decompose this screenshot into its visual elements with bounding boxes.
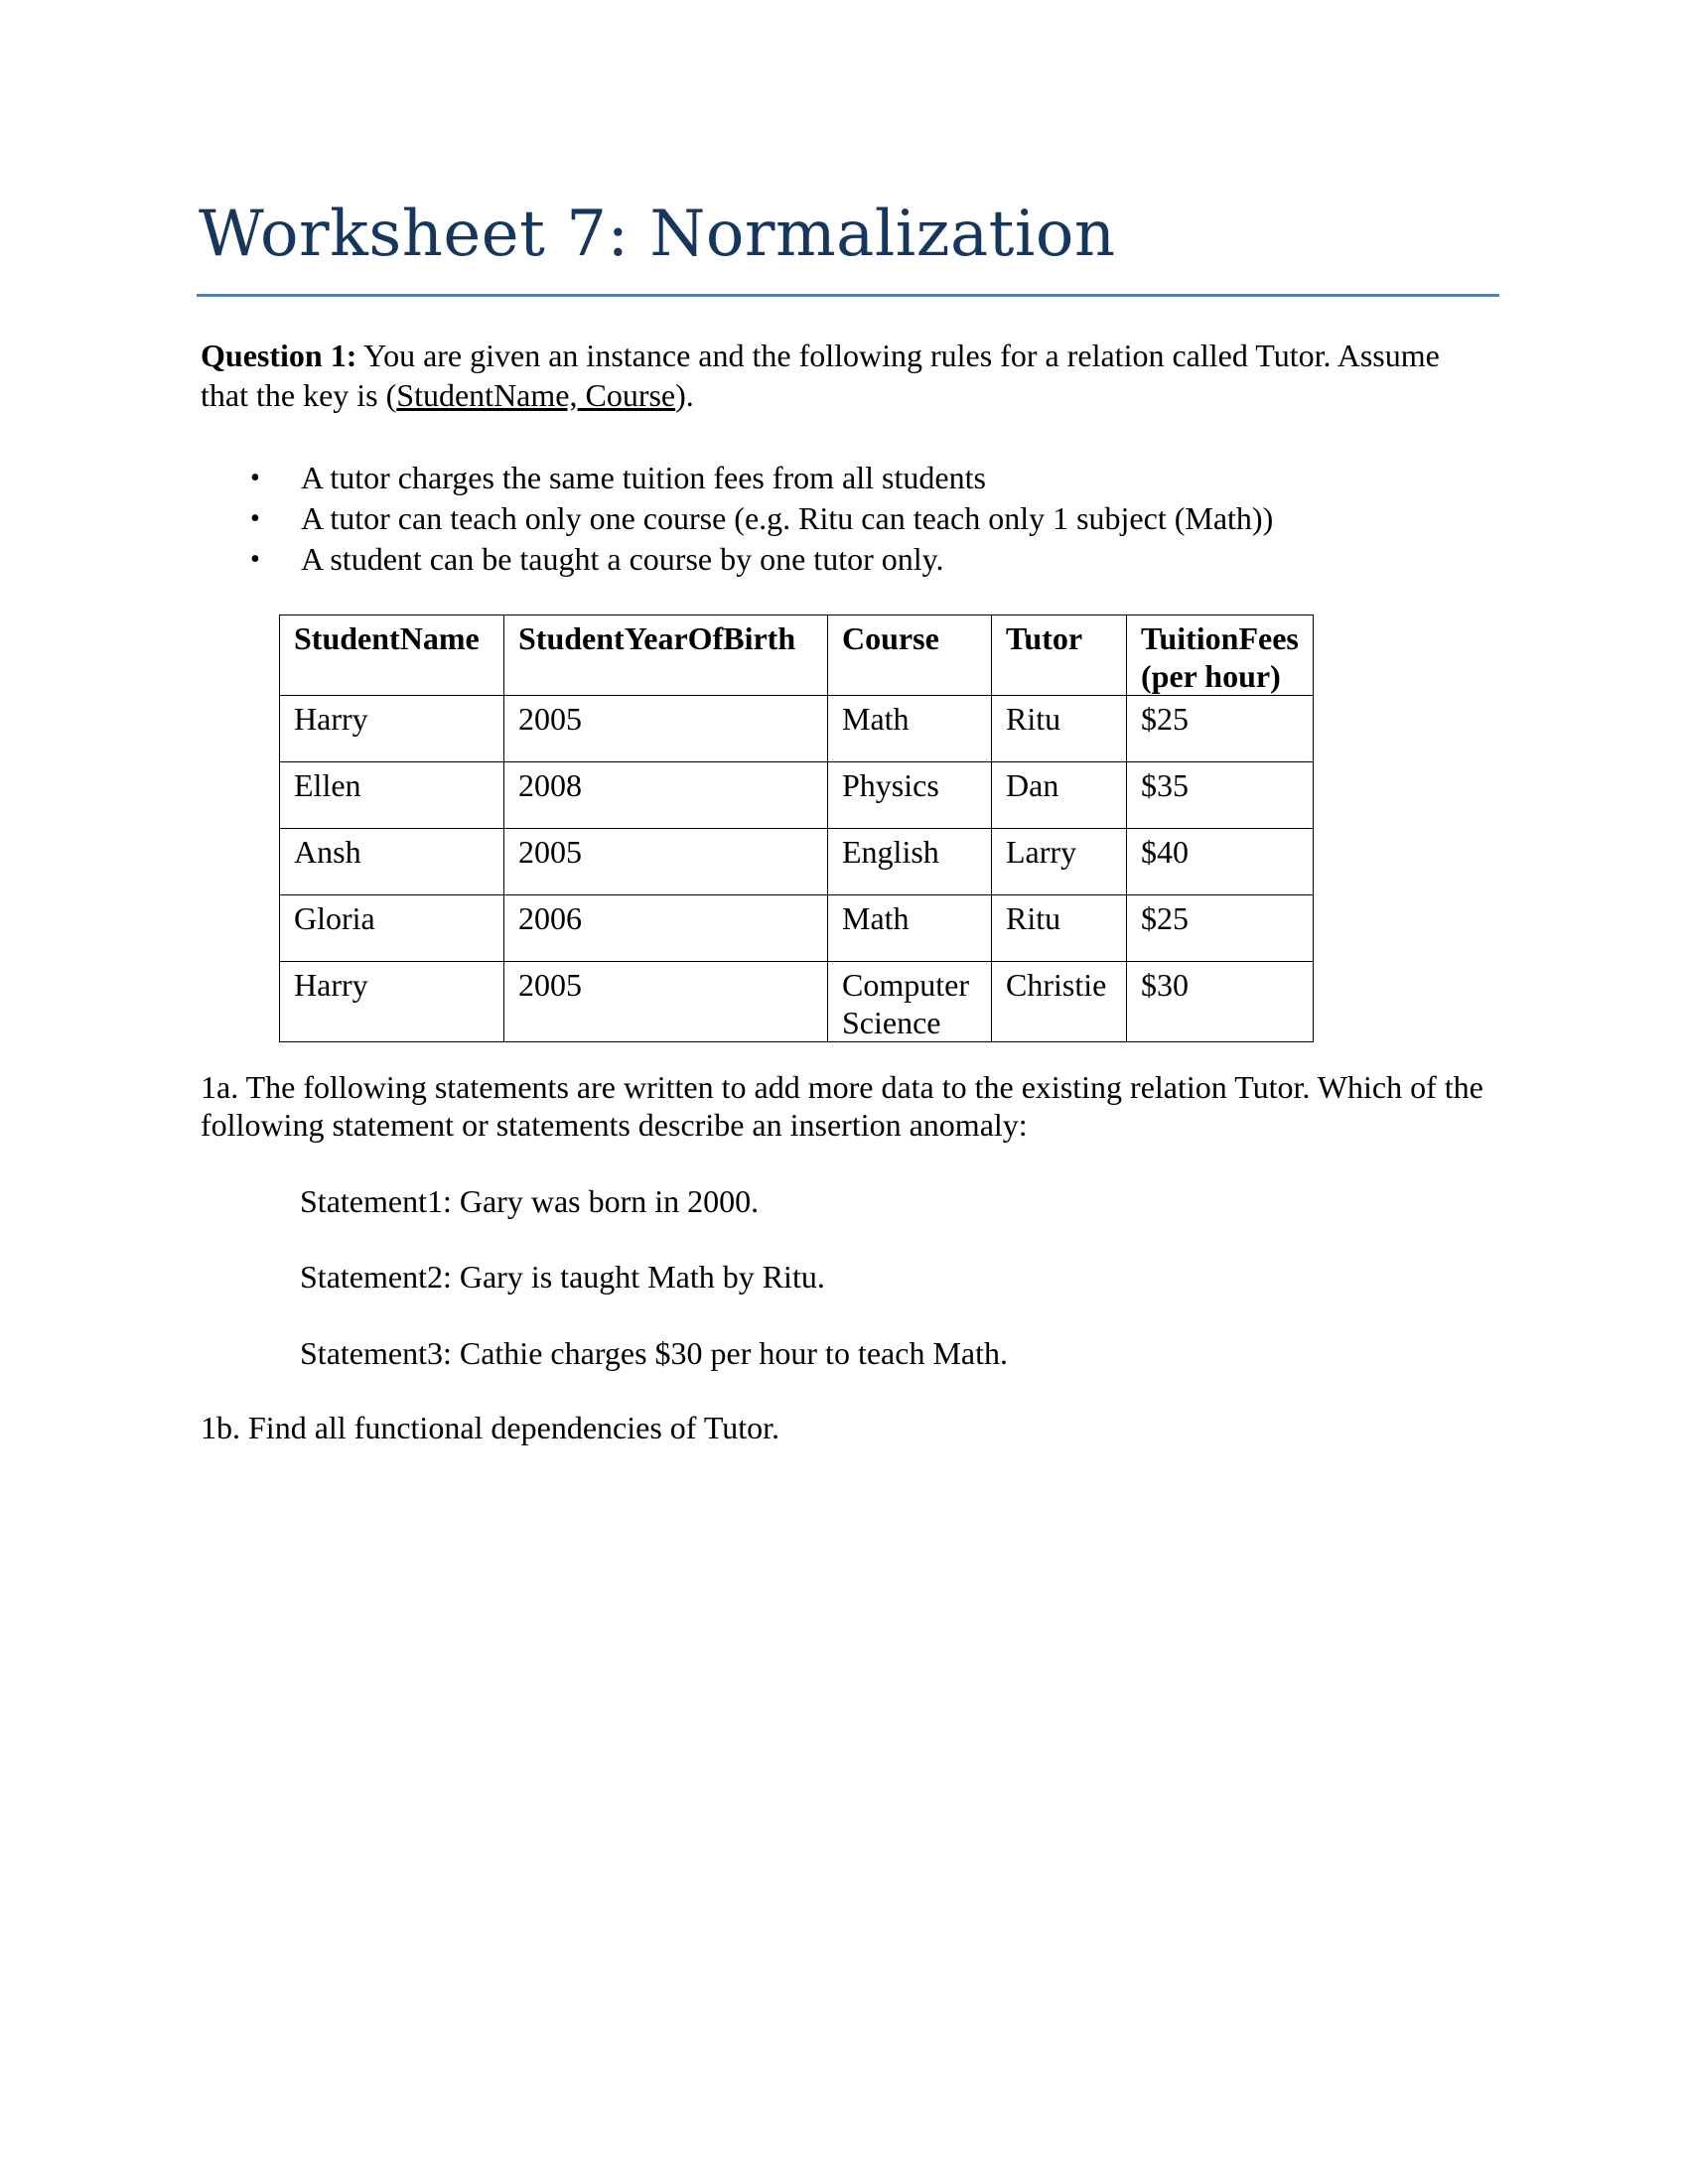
statement-2: Statement2: Gary is taught Math by Ritu. — [300, 1259, 825, 1295]
bullet-icon: • — [250, 544, 260, 575]
table-cell: Christie — [992, 962, 1127, 1042]
part-1a-text: 1a. The following statements are written to add more data to the existing relation Tutor. Which of the following statement or statements describe an insertion anomaly: — [201, 1069, 1483, 1143]
question-label: Question 1: — [201, 338, 357, 373]
column-header: StudentName — [280, 615, 504, 696]
title-divider — [197, 294, 1499, 297]
table-row — [280, 962, 1314, 1042]
rule-text: A tutor can teach only one course (e.g. Ritu can teach only 1 subject (Math)) — [301, 500, 1274, 536]
table-row — [280, 895, 1314, 962]
list-item — [201, 539, 1491, 580]
table-cell: $25 — [1127, 895, 1314, 962]
question-text-part1: You are given an instance and the following rules for a relation called Tutor. Assume that the key is ( — [201, 338, 1440, 413]
table-row — [280, 829, 1314, 895]
statement-1: Statement1: Gary was born in 2000. — [300, 1183, 760, 1219]
column-header: TuitionFees (per hour) — [1127, 615, 1314, 696]
tutor-relation-table — [279, 614, 1314, 1042]
table-cell: $35 — [1127, 762, 1314, 829]
table-header-row — [280, 615, 1314, 696]
table-cell: Ellen — [280, 762, 504, 829]
table-cell: English — [828, 829, 992, 895]
rule-text: A student can be taught a course by one tutor only. — [301, 541, 944, 577]
table-cell: Physics — [828, 762, 992, 829]
table-cell: 2005 — [504, 829, 828, 895]
bullet-icon: • — [250, 503, 260, 534]
table-cell: 2005 — [504, 696, 828, 762]
table-cell: Larry — [992, 829, 1127, 895]
list-item — [201, 498, 1491, 539]
rules-list — [201, 458, 1491, 580]
table-cell: 2006 — [504, 895, 828, 962]
question-1-text — [201, 336, 1491, 415]
table-row — [280, 762, 1314, 829]
table-cell: Computer Science — [828, 962, 992, 1042]
table-cell: Math — [828, 895, 992, 962]
table-cell: Math — [828, 696, 992, 762]
table-cell: 2008 — [504, 762, 828, 829]
table-cell: 2005 — [504, 962, 828, 1042]
list-item — [201, 458, 1491, 498]
table-cell: $25 — [1127, 696, 1314, 762]
table-cell: $30 — [1127, 962, 1314, 1042]
table-cell: Ansh — [280, 829, 504, 895]
statement-3: Statement3: Cathie charges $30 per hour to teach Math. — [300, 1335, 1008, 1371]
table-cell: Harry — [280, 696, 504, 762]
table-cell: Ritu — [992, 696, 1127, 762]
table-row — [280, 696, 1314, 762]
table-cell: Harry — [280, 962, 504, 1042]
page-title: Worksheet 7: Normalization — [199, 198, 1116, 271]
part-1b-text: 1b. Find all functional dependencies of Tutor. — [201, 1410, 780, 1445]
table-cell: Gloria — [280, 895, 504, 962]
table-cell: Ritu — [992, 895, 1127, 962]
table-cell: $40 — [1127, 829, 1314, 895]
question-text-part2: ). — [675, 377, 694, 413]
table-cell: Dan — [992, 762, 1127, 829]
relation-key: StudentName, Course — [396, 377, 676, 413]
column-header: StudentYearOfBirth — [504, 615, 828, 696]
column-header: Tutor — [992, 615, 1127, 696]
column-header: Course — [828, 615, 992, 696]
rule-text: A tutor charges the same tuition fees from all students — [301, 460, 986, 495]
bullet-icon: • — [250, 463, 260, 493]
